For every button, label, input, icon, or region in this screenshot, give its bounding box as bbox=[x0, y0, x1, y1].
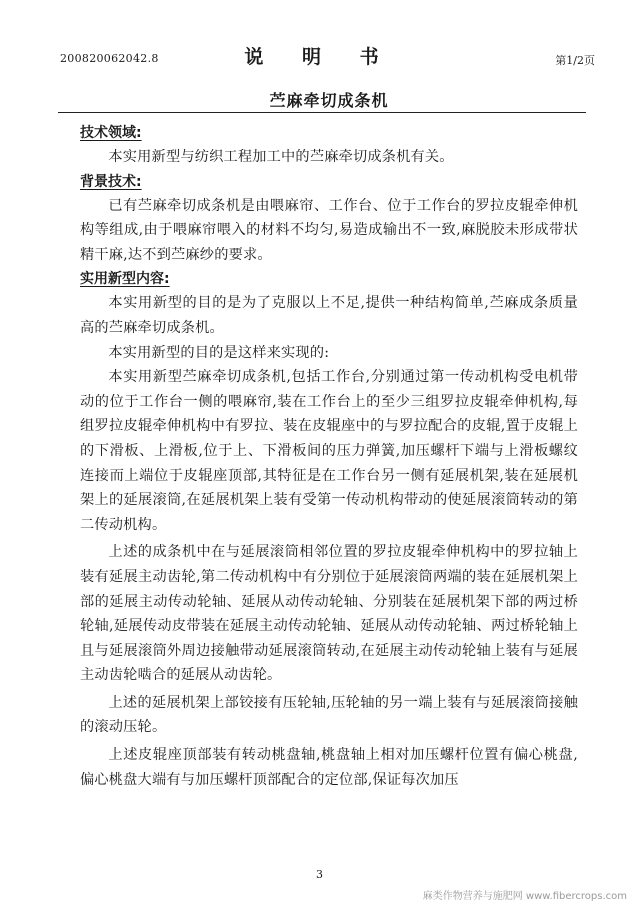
section-content bbox=[80, 267, 578, 792]
paragraph: 本实用新型苎麻牵切成条机,包括工作台,分别通过第一传动机构受电机带动的位于工作台一侧的喂麻帘,装在工作台上的至少三组罗拉皮辊牵伸机构,每组罗拉皮辊牵伸机构中有罗拉、装在皮辊座中的与罗拉配合的皮辊,置于皮辊上的下滑板、上滑板,位于上、下滑板间的压力弹簧,加压螺杆下端与上滑板螺纹连接而上端位于皮辊座顶部,其特征是在工作台另一侧有延展机架,装在延展机架上的延展滚筒,在延展机架上装有受第一传动机构带动的使延展滚筒转动的第二传动机构。 bbox=[80, 369, 578, 533]
paragraph: 上述的成条机中在与延展滚筒相邻位置的罗拉皮辊牵伸机构中的罗拉轴上装有延展主动齿轮,第二传动机构中有分别位于延展滚筒两端的装在延展机架上部的延展主动传动轮轴、延展从动传动轮轴、分别装在延展机架下部的两过桥轮轴,延展传动皮带装在延展主动传动轮轴、延展从动传动轮轴、两过桥轮轴上且与延展滚筒外周边接触带动延展滚筒转动,在延展主动传动轮轴上装有与延展主动齿轮啮合的延展从动齿轮。 bbox=[80, 544, 578, 684]
section-heading: 背景技术: bbox=[80, 173, 142, 190]
page-indicator: 第1/2页 bbox=[555, 54, 595, 67]
section-heading: 技术领域: bbox=[80, 125, 142, 141]
paragraph: 本实用新型的目的是这样来实现的: bbox=[108, 344, 330, 361]
document-body bbox=[80, 88, 578, 792]
section-heading: 实用新型内容: bbox=[80, 271, 170, 288]
document-title: 苎麻牵切成条机 bbox=[269, 91, 389, 110]
page-header bbox=[0, 38, 639, 78]
section-background bbox=[80, 170, 578, 268]
paragraph: 上述皮辊座顶部装有转动桃盘轴,桃盘轴上相对加压螺杆位置有偏心桃盘,偏心桃盘大端有与加压螺杆顶部配合的定位部,保证每次加压 bbox=[80, 747, 578, 788]
paragraph: 本实用新型的目的是为了克服以上不足,提供一种结构简单,苎麻成条质量高的苎麻牵切成条机。 bbox=[80, 295, 578, 336]
paragraph: 本实用新型与纺织工程加工中的苎麻牵切成条机有关。 bbox=[108, 149, 454, 165]
page-number: 3 bbox=[316, 868, 323, 881]
watermark: 麻类作物营养与施肥网 www.fibercrops.com bbox=[422, 891, 627, 902]
doc-number: 200820062042.8 bbox=[60, 52, 159, 65]
header-title: 说 明 书 bbox=[244, 46, 395, 68]
section-tech-field bbox=[80, 121, 578, 170]
paragraph: 上述的延展机架上部铰接有压轮轴,压轮轴的另一端上装有与延展滚筒接触的滚动压轮。 bbox=[80, 694, 578, 736]
paragraph: 已有苎麻牵切成条机是由喂麻帘、工作台、位于工作台的罗拉皮辊牵伸机构等组成,由于喂麻帘喂入的材料不均匀,易造成输出不一致,麻脱胶未形成带状精干麻,达不到苎麻纱的要求。 bbox=[80, 197, 578, 263]
